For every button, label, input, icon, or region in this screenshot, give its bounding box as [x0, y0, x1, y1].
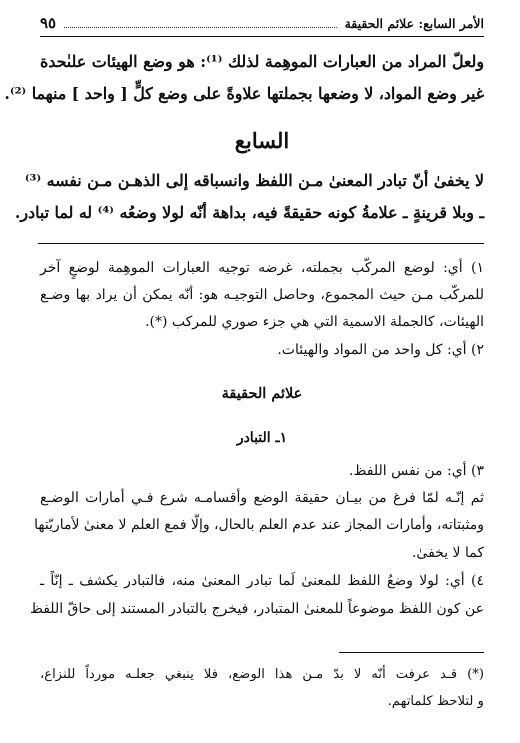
- footnote-line: الهيئات، كالجملة الاسمية التي هي جزء صوري للمركب (*).: [145, 314, 484, 330]
- footnote-line: ٣) أي: من نفس اللفظ.: [349, 463, 484, 479]
- footnote-line: ٤) أي: لولا وضعُ اللفظ للمعنىٰ لَما تبادر المعنىٰ منه، فالتبادر يكشف ـ إنّاً ـ: [40, 573, 484, 589]
- footnote-separator: [38, 243, 484, 244]
- footnote-line: ومثبتاته، وأمارات المجاز عند عدم العلم بالحال، وإلّا فمع العلم لا معنىٰ لأماريّتها: [34, 517, 484, 533]
- footnote-line: كما لا يخفىٰ.: [411, 545, 484, 561]
- footnote-line: ثم إنّـه لمّا فرغ من بيـان حقيقة الوضع وأقسامـه شرع فـي أمارات الوضـع: [40, 490, 484, 506]
- footnote-line: للمركّب مـن حيث المجموع، وحاصل التوجيـه هو: أنّه يمكن أن يراد بها وضـع: [40, 287, 484, 303]
- star-note-line: و لتلاحظ كلماتهم.: [387, 694, 484, 709]
- main-text-line: غير وضع المواد، لا وضعها بجملتها علاوةً على وضع كلٍّ [ واحد ] منهما ⁽²⁾.: [4, 84, 484, 103]
- star-note-separator: [339, 652, 484, 653]
- footnote-line: عن كون اللفظ موضوعاً للمعنىٰ المتبادر، فيخرج بالتبادر المستند إلى حاقّ اللفظ: [29, 601, 484, 617]
- footnote-subheading: ١ـ التبادر: [236, 430, 288, 446]
- footnote-line: ٢) أي: كل واحد من المواد والهيئات.: [277, 342, 484, 358]
- page-number: ٩٥: [40, 14, 57, 32]
- main-text-line: ـ وبلا قرينةٍ ـ علامةُ كونه حقيقةً فيه، بداهة أنّه لولا وضعُه ⁽⁴⁾ له لما تبادر.: [14, 203, 484, 222]
- footnote-heading: علائم الحقيقة: [221, 385, 303, 402]
- chapter-title: الأمر السابع: علائم الحقيقة: [344, 15, 484, 31]
- header-leader-dots: [64, 27, 336, 28]
- star-note-line: (*) قـد عرفت أنّه لا بدّ مـن هذا الوضع، فلا ينبغي جعلـه مورداً للنزاع،: [40, 667, 484, 682]
- main-text-line: لا يخفىٰ أنّ تبادر المعنىٰ مـن اللفظ وانسباقه إلى الذهـن مـن نفسه ⁽³⁾: [24, 171, 484, 190]
- footnote-line: ١) أي: لوضع المركّب بجملته، غرضه توجيه العبارات الموهِمة لوضعٍ آخر: [40, 260, 484, 276]
- section-heading: السابع: [234, 128, 290, 153]
- running-header: [40, 10, 484, 37]
- main-text-line: ولعلّ المراد من العبارات الموهِمة لذلك ⁽¹⁾: هو وضع الهيئات علىٰحدة: [40, 52, 484, 71]
